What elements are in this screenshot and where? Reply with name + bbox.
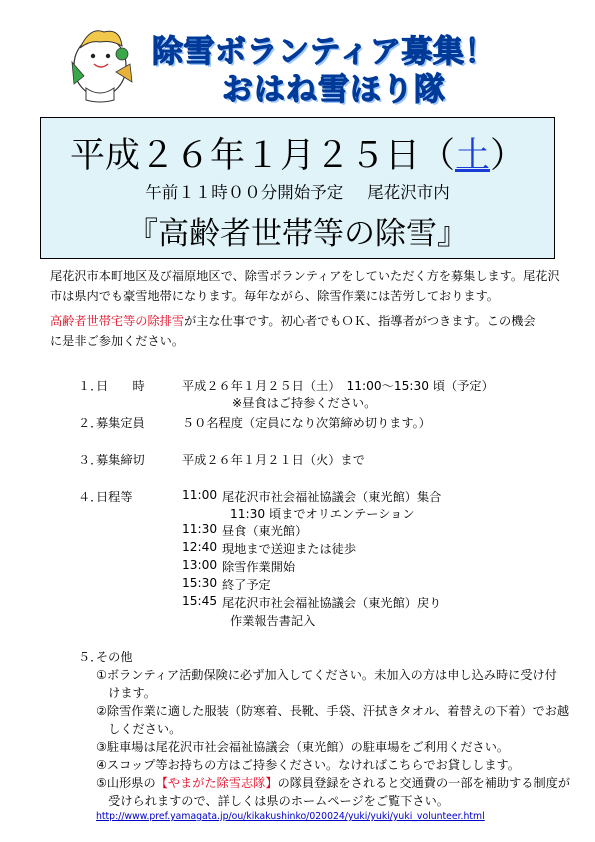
schedule-desc: 作業報告書記入: [230, 614, 316, 628]
section-1-number: １．: [78, 379, 103, 393]
schedule-time: 11:00: [182, 488, 218, 502]
section-3-label: 募集締切: [96, 453, 145, 467]
intro-paragraph-2: [50, 311, 536, 351]
event-date: [40, 128, 555, 178]
event-date-close: ）: [490, 136, 526, 176]
schedule-desc: 昼食（東光館）: [222, 524, 308, 538]
section-1-note: ※昼食はご持参ください。: [232, 396, 377, 410]
event-day-of-week: 土: [454, 136, 490, 176]
section-5-label: その他: [96, 650, 133, 664]
schedule-time: 13:00: [182, 558, 218, 572]
other-item-5-post: の隊員登録をされると交通費の一部を補助する制度が: [277, 776, 571, 790]
other-item-2: ②除雪作業に適した服装（防寒着、長靴、手袋、汗拭きタオル、着替えの下着）でお越: [96, 704, 570, 718]
other-item-5-cont: 受けられますので、詳しくは県のホームページをご覧下さい。: [96, 794, 449, 808]
other-item-5-pre: ⑤山形県の: [96, 776, 156, 790]
event-place: 尾花沢市内: [367, 183, 450, 202]
other-item-2-cont: しください。: [96, 722, 182, 736]
section-1-label: 日 時: [96, 379, 145, 393]
section-2-number: ２．: [78, 416, 103, 430]
mascot-illustration: [60, 18, 140, 106]
headline-recruit: 除雪ボランティア募集！: [152, 34, 497, 70]
section-5-number: ５．: [78, 650, 103, 664]
other-item-5-highlight: 【やまがた除雪志隊】: [155, 776, 278, 790]
intro-p2-line1: が主な仕事です。初心者でもＯＫ、指導者がつきます。この機会: [184, 314, 536, 328]
intro-p1-line2: 市は県内でも豪雪地帯になります。毎年ながら、除雪作業には苦労しております。: [50, 289, 499, 303]
intro-p2-line2: に是非ご参加ください。: [50, 334, 185, 348]
schedule-desc: 除雪作業開始: [222, 560, 296, 574]
schedule-time: 11:30: [182, 522, 218, 536]
prefecture-volunteer-link[interactable]: http://www.pref.yamagata.jp/ou/kikakushinko/020024/yuki/yuki/yuki_volunteer.html: [96, 811, 485, 822]
intro-p1-line1: 尾花沢市本町地区及び福原地区で、除雪ボランティアをしていただく方を募集します。尾花沢: [50, 269, 560, 283]
section-1-value: 平成２６年１月２５日（土） 11:00～15:30 頃（予定）: [182, 379, 494, 393]
schedule-desc: 尾花沢市社会福祉協議会（東光館）集合: [222, 490, 442, 504]
schedule-time: 12:40: [182, 540, 218, 554]
headline-group-name: おはね雪ほり隊: [222, 72, 446, 108]
schedule-desc: 終了予定: [222, 578, 271, 592]
section-2-label: 募集定員: [96, 416, 145, 430]
other-item-1: ①ボランティア活動保険に必ず加入してください。未加入の方は申し込み時に受け付: [96, 668, 557, 682]
other-item-5: [96, 774, 570, 791]
schedule-desc: 現地まで送迎または徒歩: [222, 542, 357, 556]
section-2-value: ５０名程度（定員になり次第締め切ります。）: [182, 416, 431, 430]
section-3-number: ３．: [78, 453, 103, 467]
event-date-text: 平成２６年１月２５日（: [69, 136, 455, 176]
other-item-3: ③駐車場は尾花沢市社会福祉協議会（東光館）の駐車場をご利用ください。: [96, 740, 510, 754]
event-time: 午前１１時００分開始予定: [145, 183, 344, 202]
section-4-label: 日程等: [96, 490, 133, 504]
schedule-time: 15:30: [182, 576, 218, 590]
intro-highlight: 高齢者世帯宅等の除排雪: [50, 314, 185, 328]
other-item-4: ④スコップ等お持ちの方はご持参ください。なければこちらでお貸しします。: [96, 758, 520, 772]
section-3-value: 平成２６年１月２１日（火）まで: [182, 453, 365, 467]
schedule-time: 15:45: [182, 594, 218, 608]
schedule-desc: 尾花沢市社会福祉協議会（東光館）戻り: [222, 596, 442, 610]
section-4-number: ４．: [78, 490, 103, 504]
event-theme: 『高齢者世帯等の除雪』: [127, 216, 468, 252]
event-time-place: [40, 179, 555, 203]
other-item-1-cont: けます。: [96, 686, 156, 700]
intro-paragraph-1: [50, 266, 560, 306]
schedule-desc: 11:30 頃までオリエンテーション: [230, 507, 415, 521]
